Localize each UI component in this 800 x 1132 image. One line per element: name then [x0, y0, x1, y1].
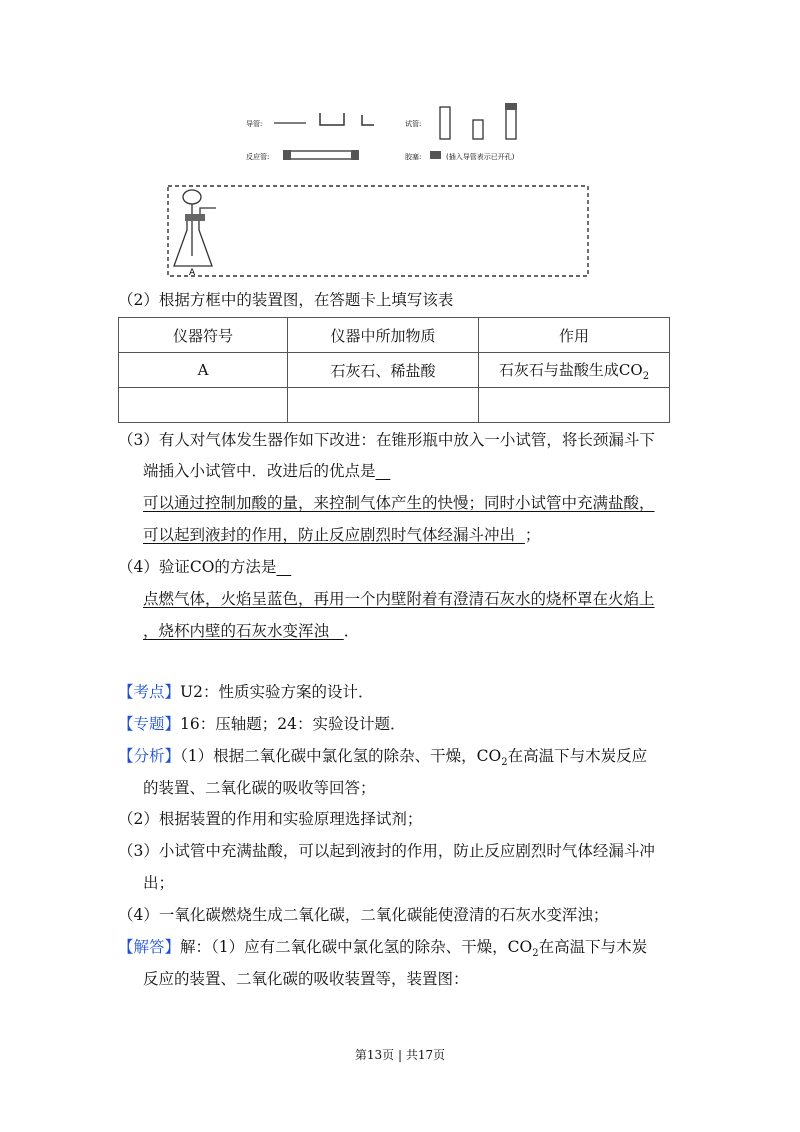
table-header-row	[119, 318, 670, 353]
kaodian-text: U2：性质实验方案的设计．	[180, 683, 374, 701]
tube-label: 导管:	[246, 120, 263, 128]
zhuanti-tag: 【专题】	[118, 715, 181, 733]
testtube-stopper-icon	[505, 103, 517, 110]
fenxi-line1	[118, 745, 647, 774]
jieda-line2: 反应的装置、二氧化碳的吸收装置等，装置图：	[143, 970, 469, 988]
flask-stopper-icon	[185, 214, 205, 221]
jieda-tag: 【解答】	[118, 938, 181, 956]
fenxi-tag: 【分析】	[118, 747, 181, 765]
q3-end: ；	[524, 526, 541, 544]
zhuanti-text: 16：压轴题；24：实验设计题．	[180, 715, 406, 733]
blank	[376, 462, 391, 480]
blank	[329, 622, 344, 640]
table-cell	[479, 353, 670, 388]
jieda-line1-b: 在高温下与木炭	[538, 938, 648, 956]
table-header-cell: 仪器符号	[119, 318, 288, 353]
fenxi-line6: （4）一氧化碳燃烧生成二氧化碳，二氧化碳能使澄清的石灰水变浑浊；	[118, 906, 609, 924]
table-cell	[119, 388, 288, 423]
kaodian	[118, 681, 373, 703]
q3-line1: （3）有人对气体发生器作如下改进：在锥形瓶中放入一小试管，将长颈漏斗下	[118, 431, 655, 449]
q3-answer2-text: 可以起到液封的作用，防止反应剧烈时气体经漏斗冲出	[143, 526, 516, 544]
table-header-cell: 作用	[479, 318, 670, 353]
table-cell	[288, 388, 479, 423]
fenxi-line4: （3）小试管中充满盐酸，可以起到液封的作用，防止反应剧烈时气体经漏斗冲	[118, 842, 655, 860]
jieda-line1-a: 解：（1）应有二氧化碳中氯化氢的除杂、干燥，CO	[180, 938, 533, 956]
tube-elbow-icon	[362, 115, 374, 125]
fenxi-line1-b: 在高温下与木炭反应	[507, 747, 648, 765]
funnel-icon	[183, 190, 201, 204]
reaction-tube-icon	[284, 151, 358, 159]
stopper-note: (插入导管表示已开孔)	[446, 153, 515, 161]
subscript: 2	[642, 370, 650, 382]
fenxi-line1-a: （1）根据二氧化碳中氯化氢的除杂、干燥，CO	[180, 747, 502, 765]
table-cell: A	[119, 353, 288, 388]
table-row	[119, 388, 670, 423]
conical-flask-icon	[174, 221, 212, 266]
table-cell	[479, 388, 670, 423]
apparatus-frame	[160, 180, 600, 282]
testtube-label: 试管:	[405, 120, 422, 128]
q4-end: ．	[343, 622, 360, 640]
flask-label: A	[189, 268, 196, 278]
q4-answer2	[143, 620, 359, 642]
testtube-tall-icon	[440, 107, 450, 139]
table-header-cell: 仪器中所加物质	[288, 318, 479, 353]
q4-line1	[118, 556, 291, 578]
q2-text: （2）根据方框中的装置图，在答题卡上填写该表	[118, 291, 454, 309]
fenxi-line2: 的装置、二氧化碳的吸收等回答；	[143, 779, 376, 797]
q3-answer2	[143, 524, 540, 546]
stopper-label: 胶塞:	[405, 153, 422, 161]
reaction-tube-left-stopper-icon	[283, 150, 291, 160]
kaodian-tag: 【考点】	[118, 683, 181, 701]
reaction-tube-label: 反应管:	[246, 153, 270, 161]
table-cell: 石灰石、稀盐酸	[288, 353, 479, 388]
blank	[515, 526, 525, 544]
reaction-tube-right-stopper-icon	[351, 150, 359, 160]
blank	[276, 558, 291, 576]
answer-table	[118, 317, 670, 423]
q4-answer1: 点燃气体，火焰呈蓝色，再用一个内壁附着有澄清石灰水的烧杯罩在火焰上	[143, 590, 655, 608]
table-row	[119, 353, 670, 388]
stopper-icon	[430, 151, 441, 159]
q4-line1-text: （4）验证CO的方法是	[118, 558, 277, 576]
dashed-frame	[168, 186, 588, 276]
table-cell-text: 石灰石与盐酸生成CO	[498, 360, 643, 379]
jieda-line1	[118, 936, 647, 965]
q4-answer2-text: ，烧杯内壁的石灰水变浑浊	[143, 622, 330, 640]
fenxi-line3: （2）根据装置的作用和实验原理选择试剂；	[118, 810, 423, 828]
zhuanti	[118, 713, 405, 735]
apparatus-legend	[240, 95, 570, 170]
q3-line2-text: 端插入小试管中．改进后的优点是	[143, 462, 376, 480]
q3-line2	[143, 460, 390, 482]
fenxi-line5: 出；	[143, 874, 175, 892]
testtube-short-icon	[473, 120, 483, 139]
page-footer: 第13页 | 共17页	[354, 1048, 446, 1062]
testtube-stoppered-icon	[506, 107, 516, 139]
q3-answer1: 可以通过控制加酸的量，来控制气体产生的快慢；同时小试管中充满盐酸，	[143, 494, 655, 512]
subscript: 2	[501, 757, 508, 769]
subscript: 2	[532, 948, 539, 960]
tube-bent-icon	[320, 113, 344, 125]
